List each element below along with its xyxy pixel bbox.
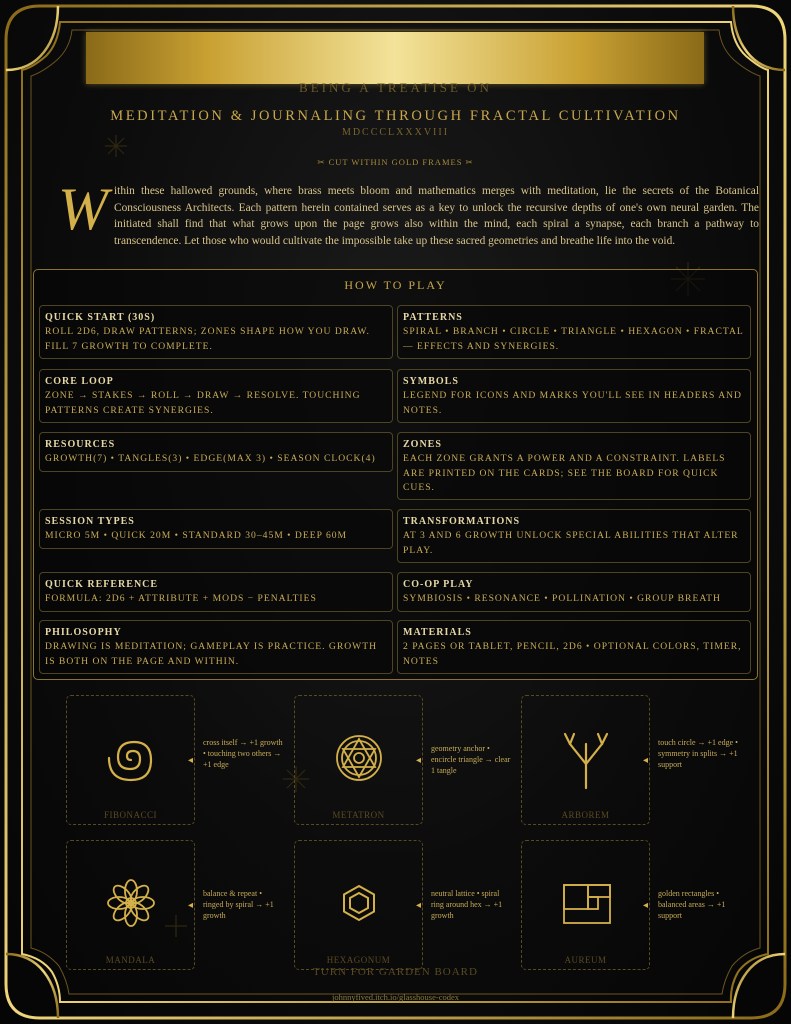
arrow-left-icon: ◂ xyxy=(188,900,194,911)
how-to-play-panel xyxy=(33,269,758,680)
title-banner xyxy=(86,32,704,84)
card-note-metatron: geometry anchor • encircle triangle → clear 1 tangle xyxy=(431,744,511,775)
card-metatron[interactable] xyxy=(294,695,423,825)
branch-icon xyxy=(546,718,626,798)
cell-heading: MATERIALS xyxy=(403,627,472,638)
cell-heading: PHILOSOPHY xyxy=(45,627,122,638)
golden-rectangle-icon xyxy=(546,863,626,943)
cell-body: SYMBIOSIS • RESONANCE • POLLINATION • GROUP BREATH xyxy=(403,593,721,604)
cell-body: AT 3 AND 6 GROWTH UNLOCK SPECIAL ABILITIES THAT ALTER PLAY. xyxy=(403,530,739,556)
card-note-arborem: touch circle → +1 edge • symmetry in splits → +1 support xyxy=(658,738,738,769)
intro-paragraph xyxy=(32,176,759,249)
cell-zones xyxy=(397,432,751,500)
cell-body: DRAWING IS MEDITATION; GAMEPLAY IS PRACTICE. GROWTH IS BOTH ON THE PAGE AND WITHIN. xyxy=(45,641,378,667)
cell-body: MICRO 5M • QUICK 20M • STANDARD 30–45M • DEEP 60M xyxy=(45,530,348,541)
cell-body: 2 PAGES OR TABLET, PENCIL, 2D6 • OPTIONAL COLORS, TIMER, NOTES xyxy=(403,641,742,667)
card-hexagonum[interactable] xyxy=(294,840,423,970)
cell-body: GROWTH(7) • TANGLES(3) • EDGE(MAX 3) • SEASON CLOCK(4) xyxy=(45,453,376,464)
card-name: HEXAGONUM xyxy=(326,955,391,965)
card-fibonacci[interactable] xyxy=(66,695,195,825)
cell-body: ROLL 2D6, DRAW PATTERNS; ZONES SHAPE HOW YOU DRAW. FILL 7 GROWTH TO COMPLETE. xyxy=(45,326,370,352)
card-name: FIBONACCI xyxy=(103,810,157,820)
card-note-aureum: golden rectangles • balanced areas → +1 support xyxy=(658,889,726,920)
spiral-icon xyxy=(91,718,171,798)
treatise-kicker: BEING A TREATISE ON xyxy=(299,80,492,95)
flower-icon xyxy=(91,863,171,943)
hexagon-icon xyxy=(319,863,399,943)
cell-materials xyxy=(397,620,751,674)
cell-body: LEGEND FOR ICONS AND MARKS YOU'LL SEE IN HEADERS AND NOTES. xyxy=(403,390,742,416)
arrow-left-icon: ◂ xyxy=(643,755,649,766)
roman-numeral-date: MDCCCLXXXVIII xyxy=(341,127,450,138)
drop-cap: W xyxy=(58,176,108,242)
cut-instructions: ✂ CUT WITHIN GOLD FRAMES ✂ xyxy=(317,157,474,167)
cell-heading: CO-OP PLAY xyxy=(403,579,474,590)
cell-body: EACH ZONE GRANTS A POWER AND A CONSTRAINT. LABELS ARE PRINTED ON THE CARDS; SEE THE BOARD FOR QUICK CUES. xyxy=(403,453,726,494)
cell-heading: QUICK REFERENCE xyxy=(45,579,159,590)
card-arborem[interactable] xyxy=(521,695,650,825)
cell-heading: CORE LOOP xyxy=(45,376,114,387)
card-name: METATRON xyxy=(332,810,385,820)
page-title: MEDITATION & JOURNALING THROUGH FRACTAL CULTIVATION xyxy=(110,108,681,124)
cell-resources xyxy=(39,432,393,472)
cell-heading: TRANSFORMATIONS xyxy=(403,516,521,527)
intro-text: ithin these hallowed grounds, where brass meets bloom and mathematics merges with meditation, lie the secrets of the Botanical Consciousness Architects. Each pattern herein contained serves as a key to unlock the recursive depths of one's own neural garden. The initiated shall find that what grows upon the page grows also within the mind, each spiral a synapse, each branch a pathway to transcendence. Let those who would cultivate the impossible take up these sacred geometries and breathe life into the void. xyxy=(113,185,759,247)
cell-body: FORMULA: 2D6 + ATTRIBUTE + MODS − PENALTIES xyxy=(45,593,317,604)
cell-heading: RESOURCES xyxy=(45,439,116,450)
cell-transformations xyxy=(397,509,751,563)
cell-body: ZONE → STAKES → ROLL → DRAW → RESOLVE. TOUCHING PATTERNS CREATE SYNERGIES. xyxy=(45,390,361,416)
card-name: ARBOREM xyxy=(561,810,610,820)
cell-session-types xyxy=(39,509,393,549)
cell-heading: QUICK START (30S) xyxy=(45,312,156,323)
card-mandala[interactable] xyxy=(66,840,195,970)
cell-patterns xyxy=(397,305,751,359)
cell-symbols xyxy=(397,369,751,423)
arrow-left-icon: ◂ xyxy=(416,900,422,911)
cell-co-op-play xyxy=(397,572,751,612)
arrow-left-icon: ◂ xyxy=(188,755,194,766)
arrow-left-icon: ◂ xyxy=(416,755,422,766)
cell-core-loop xyxy=(39,369,393,423)
card-note-fibonacci: cross itself → +1 growth • touching two others → +1 edge xyxy=(203,738,283,769)
card-name: AUREUM xyxy=(564,955,607,965)
cell-heading: SYMBOLS xyxy=(403,376,459,387)
turn-instruction: TURN FOR GARDEN BOARD xyxy=(313,966,478,978)
cell-quick-start xyxy=(39,305,393,359)
how-to-play-title: HOW TO PLAY xyxy=(344,278,447,292)
cell-heading: ZONES xyxy=(403,439,442,450)
cell-heading: SESSION TYPES xyxy=(45,516,135,527)
footer-link[interactable]: johnnyfived.itch.io/glasshouse-codex xyxy=(331,992,459,1002)
card-aureum[interactable] xyxy=(521,840,650,970)
arrow-left-icon: ◂ xyxy=(643,900,649,911)
card-note-mandala: balance & repeat • ringed by spiral → +1 growth xyxy=(203,889,274,920)
cell-body: SPIRAL • BRANCH • CIRCLE • TRIANGLE • HEXAGON • FRACTAL — EFFECTS AND SYNERGIES. xyxy=(403,326,744,352)
metatron-icon xyxy=(319,718,399,798)
card-note-hexagonum: neutral lattice • spiral ring around hex → +1 growth xyxy=(431,889,503,920)
cell-philosophy xyxy=(39,620,393,674)
card-name: MANDALA xyxy=(105,955,156,965)
cell-quick-reference xyxy=(39,572,393,612)
cell-heading: PATTERNS xyxy=(403,312,463,323)
